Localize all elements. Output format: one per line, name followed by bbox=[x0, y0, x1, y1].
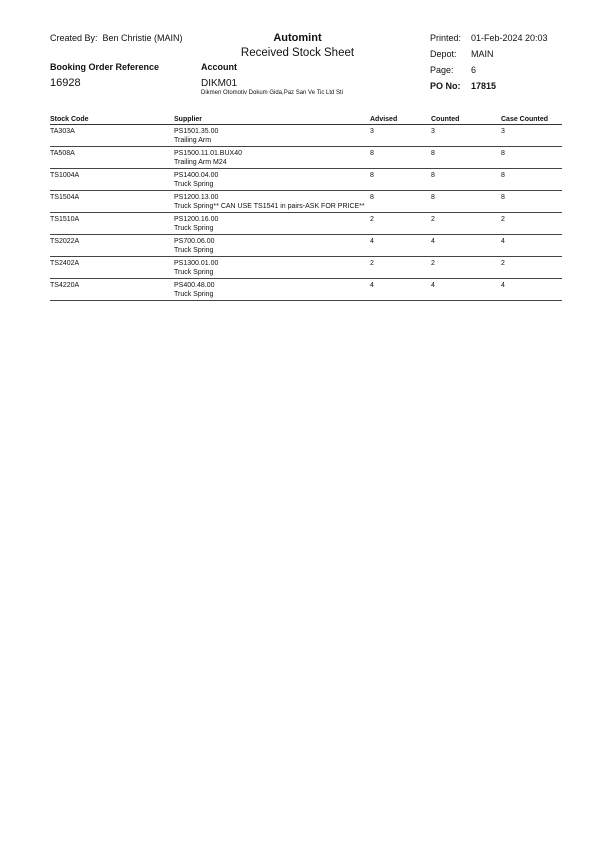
header-stock-code: Stock Code bbox=[50, 114, 174, 125]
table-row bbox=[50, 191, 562, 213]
item-description: Truck Spring bbox=[174, 181, 214, 188]
supplier-code: PS1200.13.00 bbox=[174, 194, 219, 201]
advised-qty: 8 bbox=[370, 147, 431, 169]
case-counted-qty: 8 bbox=[501, 191, 562, 213]
case-counted-qty: 2 bbox=[501, 257, 562, 279]
meta-block bbox=[430, 33, 548, 97]
counted-qty: 4 bbox=[431, 235, 501, 257]
created-by bbox=[50, 33, 183, 43]
header-advised: Advised bbox=[370, 114, 431, 125]
table-row bbox=[50, 147, 562, 169]
case-counted-qty: 4 bbox=[501, 235, 562, 257]
depot-value: MAIN bbox=[471, 49, 494, 59]
page-label: Page: bbox=[430, 65, 454, 75]
supplier-cell bbox=[174, 279, 370, 301]
case-counted-qty: 3 bbox=[501, 125, 562, 147]
supplier-code: PS400.48.00 bbox=[174, 282, 215, 289]
supplier-cell bbox=[174, 257, 370, 279]
item-description: Truck Spring bbox=[174, 247, 214, 254]
page-row bbox=[430, 65, 548, 81]
counted-qty: 2 bbox=[431, 213, 501, 235]
counted-qty: 8 bbox=[431, 169, 501, 191]
page-value: 6 bbox=[471, 65, 477, 75]
supplier-cell bbox=[174, 147, 370, 169]
stock-code: TS2402A bbox=[50, 257, 174, 279]
counted-qty: 3 bbox=[431, 125, 501, 147]
advised-qty: 4 bbox=[370, 279, 431, 301]
table-row bbox=[50, 257, 562, 279]
table-row bbox=[50, 213, 562, 235]
table-header-row bbox=[50, 114, 562, 125]
supplier-code: PS1501.35.00 bbox=[174, 128, 219, 135]
account-name: Dikmen Otomotiv Dokum Gida,Paz San Ve Tic Ltd Sti bbox=[201, 90, 344, 96]
supplier-code: PS700.06.00 bbox=[174, 238, 215, 245]
case-counted-qty: 2 bbox=[501, 213, 562, 235]
counted-qty: 8 bbox=[431, 191, 501, 213]
printed-label: Printed: bbox=[430, 33, 462, 43]
supplier-code: PS1200.16.00 bbox=[174, 216, 219, 223]
po-row bbox=[430, 81, 548, 97]
header-supplier: Supplier bbox=[174, 114, 370, 125]
advised-qty: 8 bbox=[370, 191, 431, 213]
po-label: PO No: bbox=[430, 81, 461, 91]
stock-code: TS2022A bbox=[50, 235, 174, 257]
po-value: 17815 bbox=[471, 81, 497, 91]
created-by-label: Created By: bbox=[50, 33, 98, 43]
stock-table bbox=[50, 114, 562, 301]
item-description: Trailing Arm bbox=[174, 137, 212, 144]
advised-qty: 2 bbox=[370, 213, 431, 235]
document-title: Received Stock Sheet bbox=[240, 47, 355, 59]
header-case-counted: Case Counted bbox=[501, 114, 562, 125]
depot-row bbox=[430, 49, 548, 65]
advised-qty: 2 bbox=[370, 257, 431, 279]
supplier-code: PS1300.01.00 bbox=[174, 260, 219, 267]
item-description: Truck Spring bbox=[174, 269, 214, 276]
item-description: Trailing Arm M24 bbox=[174, 159, 227, 166]
stock-code: TS1510A bbox=[50, 213, 174, 235]
account-label: Account bbox=[201, 62, 237, 72]
booking-ref-value: 16928 bbox=[50, 77, 81, 89]
created-by-value: Ben Christie (MAIN) bbox=[102, 33, 183, 43]
item-description: Truck Spring bbox=[174, 291, 214, 298]
counted-qty: 4 bbox=[431, 279, 501, 301]
supplier-cell bbox=[174, 235, 370, 257]
advised-qty: 8 bbox=[370, 169, 431, 191]
supplier-code: PS1500.11.01.BUX40 bbox=[174, 150, 242, 157]
printed-row bbox=[430, 33, 548, 49]
title-block bbox=[200, 31, 395, 60]
supplier-cell bbox=[174, 125, 370, 147]
table-row bbox=[50, 279, 562, 301]
supplier-cell bbox=[174, 169, 370, 191]
supplier-code: PS1400.04.00 bbox=[174, 172, 219, 179]
counted-qty: 2 bbox=[431, 257, 501, 279]
stock-table-body bbox=[50, 125, 562, 301]
company-name: Automint bbox=[273, 32, 322, 44]
table-row bbox=[50, 235, 562, 257]
printed-value: 01-Feb-2024 20:03 bbox=[471, 33, 548, 43]
case-counted-qty: 8 bbox=[501, 147, 562, 169]
stock-code: TA508A bbox=[50, 147, 174, 169]
item-description: Truck Spring** CAN USE TS1541 in pairs-ASK FOR PRICE** bbox=[174, 203, 365, 210]
account-code: DIKM01 bbox=[201, 78, 238, 89]
case-counted-qty: 8 bbox=[501, 169, 562, 191]
table-row bbox=[50, 125, 562, 147]
stock-code: TS1504A bbox=[50, 191, 174, 213]
advised-qty: 3 bbox=[370, 125, 431, 147]
stock-code: TS4220A bbox=[50, 279, 174, 301]
stock-code: TA303A bbox=[50, 125, 174, 147]
supplier-cell bbox=[174, 213, 370, 235]
booking-ref-label: Booking Order Reference bbox=[50, 62, 160, 72]
case-counted-qty: 4 bbox=[501, 279, 562, 301]
counted-qty: 8 bbox=[431, 147, 501, 169]
header-counted: Counted bbox=[431, 114, 501, 125]
stock-code: TS1004A bbox=[50, 169, 174, 191]
supplier-cell bbox=[174, 191, 370, 213]
item-description: Truck Spring bbox=[174, 225, 214, 232]
table-row bbox=[50, 169, 562, 191]
depot-label: Depot: bbox=[430, 49, 457, 59]
advised-qty: 4 bbox=[370, 235, 431, 257]
